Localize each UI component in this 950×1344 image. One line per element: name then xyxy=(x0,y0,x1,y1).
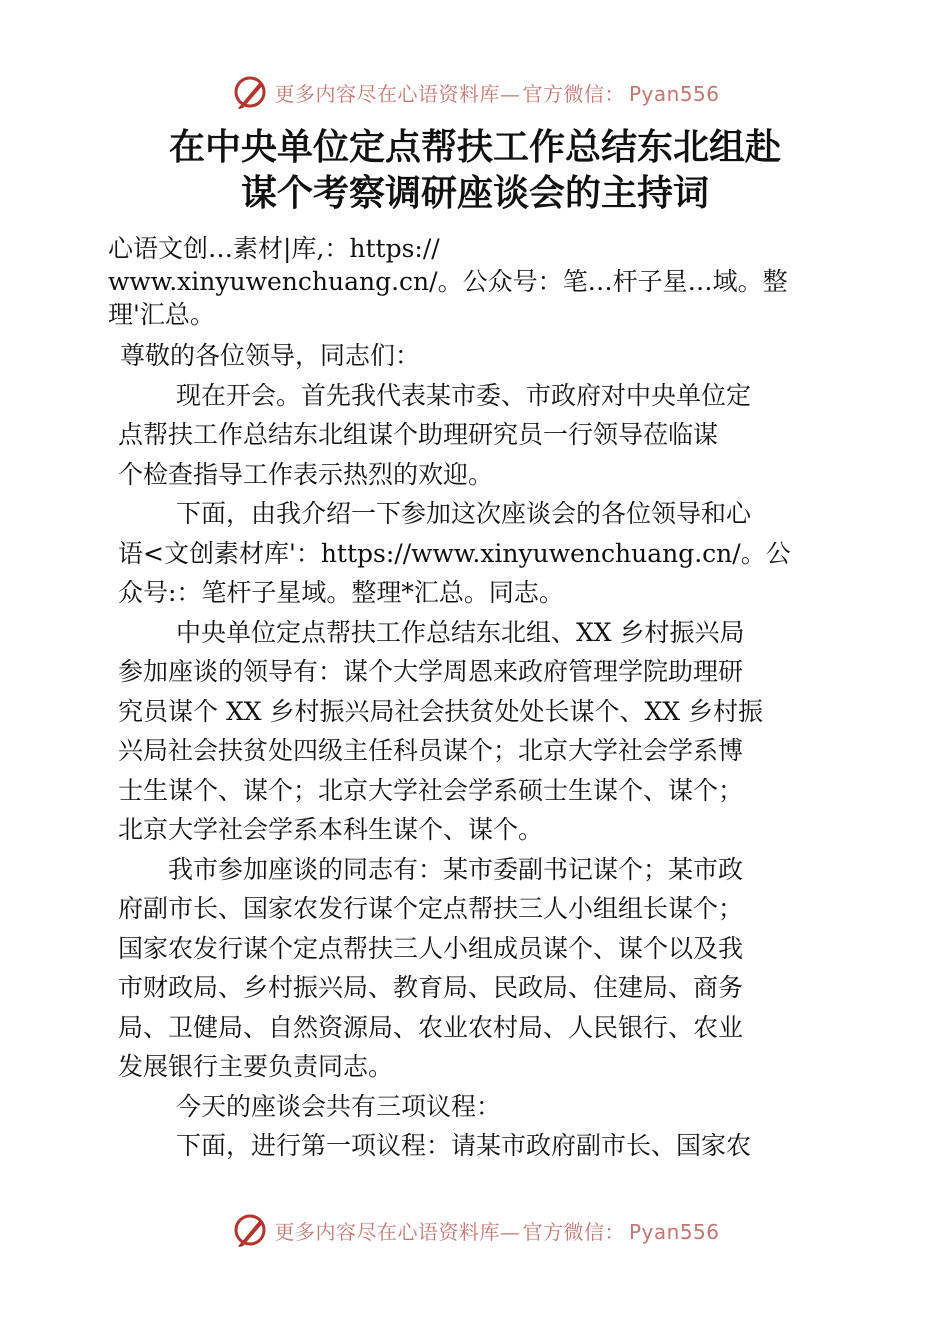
banner-code: Pyan556 xyxy=(628,1219,720,1244)
banner-main-text: 更多内容尽在心语资料库 xyxy=(274,81,500,106)
source-line-3: 理'汇总。 xyxy=(108,300,215,329)
paragraph-local-attendees xyxy=(118,850,838,1087)
paragraph-line: 究员谋个 XX 乡村振兴局社会扶贫处处长谋个、XX 乡村振 xyxy=(118,696,764,726)
paragraph-introduction xyxy=(118,494,838,613)
document-body xyxy=(118,336,838,1166)
title-line-1: 在中央单位定点帮扶工作总结东北组赴 xyxy=(168,126,781,168)
title-line-2: 谋个考察调研座谈会的主持词 xyxy=(240,172,709,214)
paragraph-line: 国家农发行谋个定点帮扶三人小组成员谋个、谋个以及我 xyxy=(118,933,744,963)
source-line-1: 心语文创…素材|库,：https:// xyxy=(108,234,440,263)
paragraph-line: 下面，由我介绍一下参加这次座谈会的各位领导和心 xyxy=(176,499,752,528)
paragraph-line: 参加座谈的领导有：谋个大学周恩来政府管理学院助理研 xyxy=(118,657,744,686)
paragraph-line: 下面，进行第一项议程：请某市政府副市长、国家农 xyxy=(176,1131,752,1160)
document-title xyxy=(0,124,950,216)
footer-banner xyxy=(0,1208,950,1252)
paragraph-agenda xyxy=(118,1087,838,1127)
source-notice xyxy=(108,232,838,331)
paragraph-line: 我市参加座谈的同志有：某市委副书记谋个；某市政 xyxy=(168,854,744,884)
paragraph-line: 士生谋个、谋个；北京大学社会学系硕士生谋个、谋个； xyxy=(118,775,744,805)
paragraph-line: 众号:：笔杆子星域。整理*汇总。同志。 xyxy=(118,578,564,607)
paragraph-line: 语<文创素材库'：https://www.xinyuwenchuang.cn/。公 xyxy=(118,538,791,568)
banner-sub-text: 官方微信： xyxy=(522,1219,625,1244)
paragraph-line: 兴局社会扶贫处四级主任科员谋个；北京大学社会学系博 xyxy=(118,736,744,765)
paragraph-line: 中央单位定点帮扶工作总结东北组、XX 乡村振兴局 xyxy=(176,617,745,647)
paragraph-line: 点帮扶工作总结东北组谋个助理研究员一行领导莅临谋 xyxy=(118,420,719,449)
paragraph-first-item xyxy=(118,1126,838,1166)
banner-separator: — xyxy=(499,81,521,106)
banner-main-text: 更多内容尽在心语资料库 xyxy=(274,1219,500,1244)
paragraph-line: 局、卫健局、自然资源局、农业农村局、人民银行、农业 xyxy=(118,1012,744,1042)
paragraph-line: 北京大学社会学系本科生谋个、谋个。 xyxy=(118,815,544,844)
paragraph-line: 发展银行主要负责同志。 xyxy=(118,1052,394,1081)
banner-sub-text: 官方微信： xyxy=(522,81,625,106)
paragraph-line: 个检查指导工作表示热烈的欢迎。 xyxy=(118,459,494,489)
paragraph-salutation xyxy=(118,336,838,376)
paragraph-line: 府副市长、国家农发行谋个定点帮扶三人小组组长谋个； xyxy=(118,894,744,923)
pen-logo-icon xyxy=(230,1210,270,1250)
banner-separator: — xyxy=(499,1219,521,1244)
paragraph-line: 市财政局、乡村振兴局、教育局、民政局、住建局、商务 xyxy=(118,973,744,1002)
paragraph-central-leaders xyxy=(118,613,838,850)
pen-logo-icon xyxy=(230,72,270,112)
banner-text xyxy=(274,1216,719,1245)
source-line-2: www.xinyuwenchuang.cn/。公众号：笔…杆子星…域。整 xyxy=(108,267,788,296)
header-banner xyxy=(0,70,950,114)
paragraph-line: 尊敬的各位领导，同志们： xyxy=(120,341,421,370)
paragraph-line: 现在开会。首先我代表某市委、市政府对中央单位定 xyxy=(176,380,752,410)
banner-code: Pyan556 xyxy=(628,81,720,106)
paragraph-line: 今天的座谈会共有三项议程： xyxy=(176,1091,502,1121)
paragraph-opening xyxy=(118,376,838,495)
banner-text xyxy=(274,78,719,107)
